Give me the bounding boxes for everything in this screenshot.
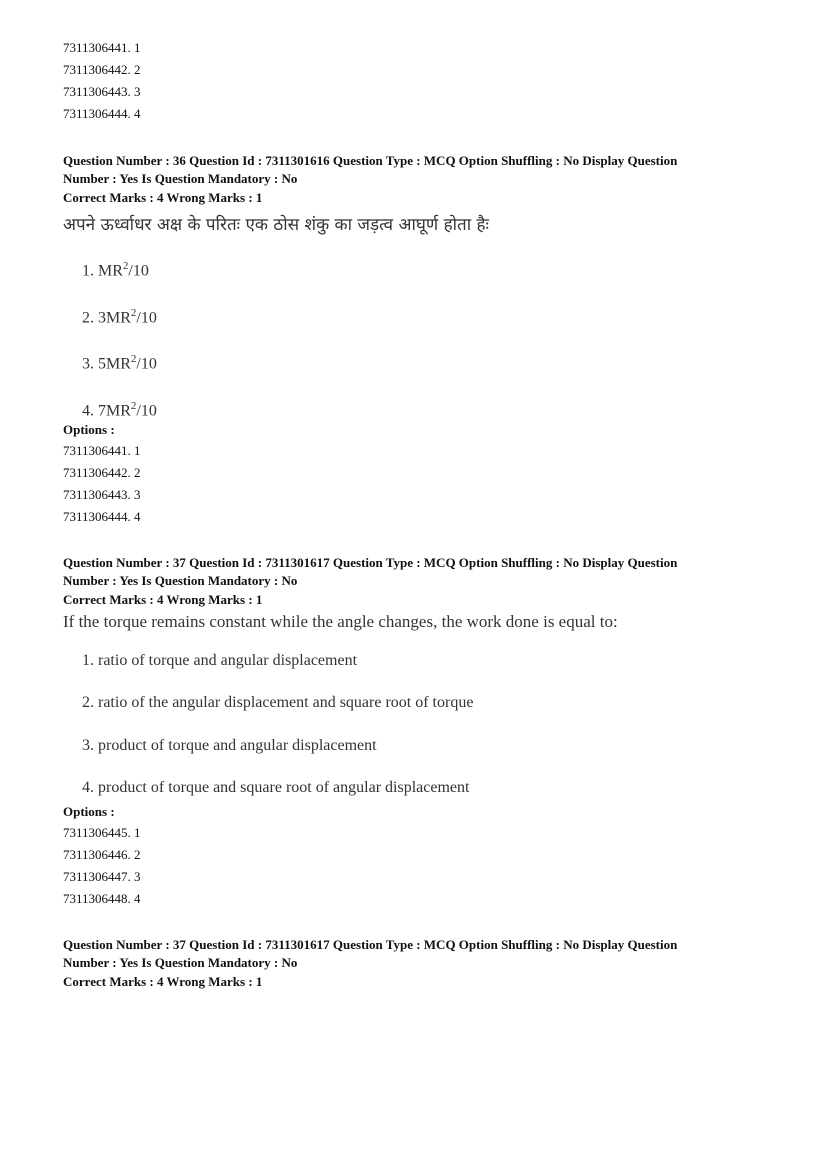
choice-num: 4. [82, 402, 94, 420]
option-id: 7311306444 [63, 106, 128, 121]
choice-expr: 5MR [98, 355, 131, 373]
choice-3: 3. product of torque and angular displacement [82, 737, 377, 754]
choice-num: 1. [82, 262, 94, 280]
choice-2: 2. ratio of the angular displacement and square root of torque [82, 694, 474, 711]
option-value: 2 [134, 62, 141, 77]
choice-expr: MR [98, 262, 123, 280]
choice-sup: 2 [130, 353, 137, 365]
choice-expr-tail: /10 [128, 262, 149, 280]
option-row: 7311306448. 4 [63, 891, 141, 906]
option-id: 7311306448 [63, 891, 128, 906]
option-id: 7311306443 [63, 487, 128, 502]
option-id: 7311306446 [63, 847, 128, 862]
choice-expr-tail: /10 [136, 402, 157, 420]
option-row: 7311306444. 4 [63, 106, 141, 121]
choice-1 [82, 260, 149, 280]
question-meta: Question Number : 37 Question Id : 7311301617 Question Type : MCQ Option Shuffling : No Display Question [63, 555, 678, 570]
question-meta: Question Number : 37 Question Id : 7311301617 Question Type : MCQ Option Shuffling : No Display Question [63, 937, 678, 952]
choice-num: 3. [82, 355, 94, 373]
option-value: 3 [134, 869, 141, 884]
option-row: 7311306445. 1 [63, 825, 141, 840]
option-value: 2 [134, 465, 141, 480]
option-value: 1 [134, 825, 141, 840]
choice-expr-tail: /10 [136, 309, 157, 327]
option-id: 7311306447 [63, 869, 128, 884]
option-value: 1 [134, 40, 141, 55]
option-id: 7311306442 [63, 62, 128, 77]
option-value: 4 [134, 509, 141, 524]
option-value: 3 [134, 487, 141, 502]
question-text: If the torque remains constant while the angle changes, the work done is equal to: [63, 612, 618, 631]
question-marks: Correct Marks : 4 Wrong Marks : 1 [63, 190, 263, 205]
option-row: 7311306441. 1 [63, 40, 141, 55]
option-row: 7311306442. 2 [63, 62, 141, 77]
choice-sup: 2 [130, 400, 137, 412]
option-row: 7311306447. 3 [63, 869, 141, 884]
question-meta-cont: Number : Yes Is Question Mandatory : No [63, 573, 298, 588]
choice-4: 4. product of torque and square root of angular displacement [82, 779, 470, 796]
option-value: 2 [134, 847, 141, 862]
question-meta: Question Number : 36 Question Id : 7311301616 Question Type : MCQ Option Shuffling : No Display Question [63, 153, 678, 168]
choice-num: 2. [82, 309, 94, 327]
choice-sup: 2 [130, 307, 137, 319]
choice-3 [82, 353, 157, 373]
choice-expr-tail: /10 [136, 355, 157, 373]
question-marks: Correct Marks : 4 Wrong Marks : 1 [63, 592, 263, 607]
options-label: Options : [63, 804, 115, 819]
option-value: 4 [134, 891, 141, 906]
option-id: 7311306442 [63, 465, 128, 480]
question-meta-cont: Number : Yes Is Question Mandatory : No [63, 955, 298, 970]
options-label: Options : [63, 422, 115, 437]
option-value: 1 [134, 443, 141, 458]
option-value: 4 [134, 106, 141, 121]
choice-1: 1. ratio of torque and angular displacement [82, 652, 358, 669]
choice-4 [82, 400, 157, 420]
choice-expr: 3MR [98, 309, 131, 327]
option-row: 7311306442. 2 [63, 465, 141, 480]
choice-2 [82, 307, 157, 327]
option-row: 7311306446. 2 [63, 847, 141, 862]
option-id: 7311306441 [63, 443, 128, 458]
option-id: 7311306444 [63, 509, 128, 524]
option-row: 7311306444. 4 [63, 509, 141, 524]
option-row: 7311306443. 3 [63, 84, 141, 99]
option-id: 7311306443 [63, 84, 128, 99]
option-id: 7311306445 [63, 825, 128, 840]
option-id: 7311306441 [63, 40, 128, 55]
option-row: 7311306443. 3 [63, 487, 141, 502]
question-marks: Correct Marks : 4 Wrong Marks : 1 [63, 974, 263, 989]
question-meta-cont: Number : Yes Is Question Mandatory : No [63, 171, 298, 186]
option-row: 7311306441. 1 [63, 443, 141, 458]
option-value: 3 [134, 84, 141, 99]
question-text: अपने ऊर्ध्वाधर अक्ष के परितः एक ठोस शंकु का जड़त्व आघूर्ण होता हैः [63, 215, 489, 235]
choice-sup: 2 [122, 260, 129, 272]
choice-expr: 7MR [98, 402, 131, 420]
